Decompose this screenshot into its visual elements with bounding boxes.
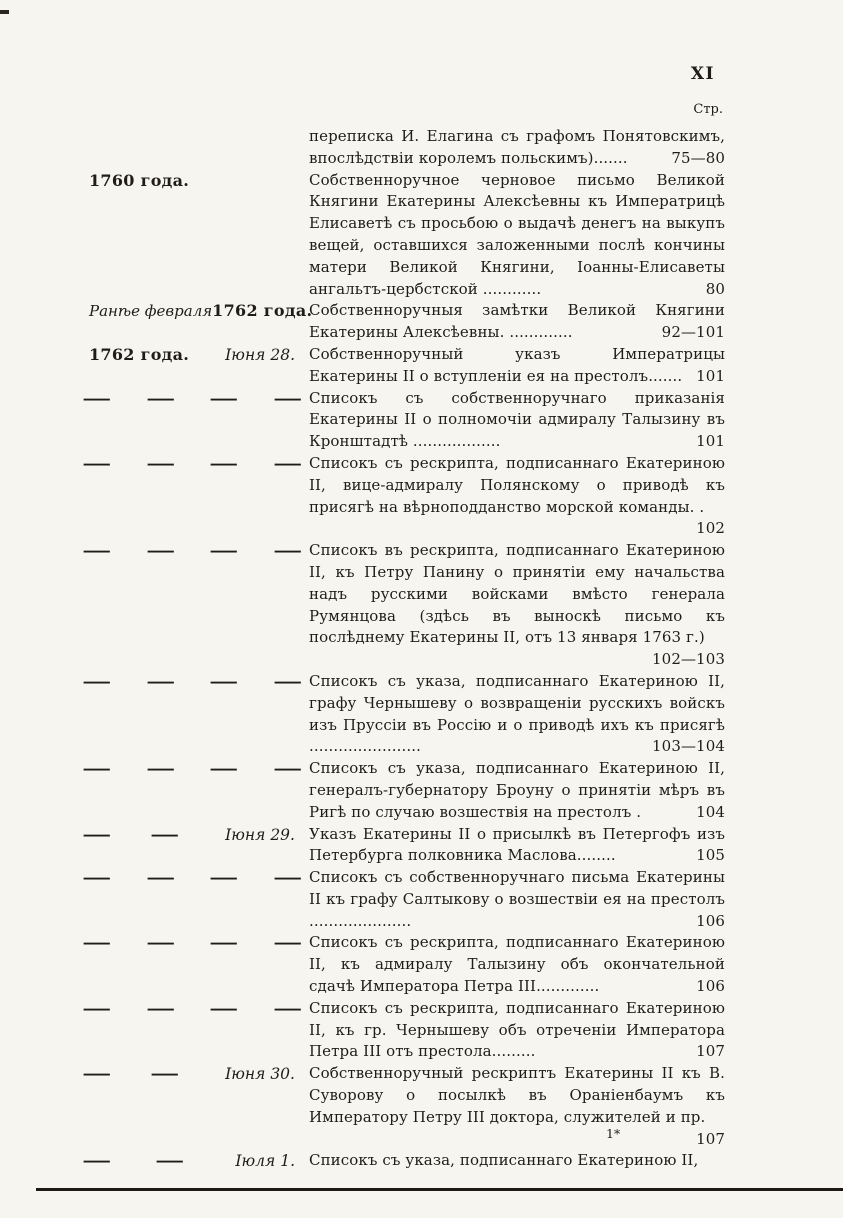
entry-page-numbers: 104: [696, 802, 725, 821]
entry-date: [82, 932, 309, 954]
date-ditto-dash: —: [82, 868, 112, 888]
date-day: Іюня 29.: [225, 825, 295, 844]
date-ditto-dash: —: [145, 453, 175, 473]
entry-description: [309, 998, 725, 1063]
toc-entry: [82, 671, 725, 758]
entry-description: [309, 1150, 725, 1172]
entry-page-numbers: 103—104: [652, 737, 725, 756]
date-ditto-dash: —: [209, 759, 239, 779]
scan-artifact-speck: [0, 10, 9, 14]
entry-description: [309, 1063, 725, 1150]
entry-text: Собственноручныя замѣтки Великой Княгини Екатерины Алексѣевны. .............: [309, 301, 725, 342]
toc-entry: [82, 867, 725, 932]
date-ditto-dash: —: [82, 453, 112, 473]
entry-page-numbers: 105: [696, 846, 725, 865]
entry-date: [82, 453, 309, 475]
date-ditto-dash: —: [145, 868, 175, 888]
date-ditto-dash: —: [272, 933, 302, 953]
entry-page-numbers: 101: [696, 432, 725, 451]
entry-page-numbers: 101: [696, 366, 725, 385]
date-prefix: Ранѣе февраля: [89, 302, 213, 321]
entry-text: Списокъ съ рескрипта, подписаннаго Екатериною II, къ адмиралу Талызину объ окончательной сдачѣ Императора Петра III.............: [309, 933, 725, 996]
entry-page-numbers: 92—101: [661, 323, 725, 342]
date-ditto-dash: —: [145, 541, 175, 561]
date-ditto-dash: —: [272, 541, 302, 561]
date-ditto-dash: —: [82, 388, 112, 408]
date-ditto-dash: —: [82, 998, 112, 1018]
date-ditto-dash: —: [209, 998, 239, 1018]
entry-description: [309, 540, 725, 671]
entry-text: Списокъ въ рескрипта, подписаннаго Екатериною II, къ Петру Панину о принятіи ему начальства надъ русскими войсками вмѣсто генерала Румянцова (здѣсь въ выноскѣ письмо къ послѣднему Екатерины II, отъ 13 января 1763 г.): [309, 541, 725, 647]
date-ditto-dash: —: [272, 388, 302, 408]
entry-date: [85, 170, 309, 192]
date-ditto-dash: —: [209, 933, 239, 953]
entry-description: [309, 170, 725, 301]
date-ditto-dash: —: [145, 388, 175, 408]
entry-text: Списокъ съ собственноручнаго приказанія Екатерины II о полномочіи адмиралу Талызину въ Кронштадтѣ ..................: [309, 388, 725, 451]
date-ditto-dash: —: [82, 541, 112, 561]
entry-description: [309, 344, 725, 388]
entry-description: [309, 300, 725, 344]
entry-page-numbers: 75—80: [671, 148, 725, 167]
toc-entry: [82, 998, 725, 1063]
entry-description: [309, 671, 725, 758]
entry-description: [309, 126, 725, 170]
date-ditto-dash: —: [82, 759, 112, 779]
entry-text: Списокъ съ рескрипта, подписаннаго Екатериною II, вице-адмиралу Полянскому о приводѣ къ присягѣ на вѣрноподданство морской команды. .: [309, 453, 725, 516]
pages-column-header: Стр.: [693, 102, 723, 117]
entry-page-numbers: 80: [705, 279, 725, 298]
entry-page-numbers: 106: [696, 911, 725, 930]
date-ditto-dash: —: [82, 1151, 112, 1171]
date-ditto-dash: —: [82, 671, 112, 691]
date-year: 1762 года.: [89, 344, 190, 364]
entry-text: Списокъ съ рескрипта, подписаннаго Екатериною II, къ гр. Чернышеву объ отреченіи Императора Петра III отъ престола.........: [309, 998, 725, 1061]
entry-description: [309, 932, 725, 997]
toc-entry: [82, 932, 725, 997]
entry-description: [309, 453, 725, 540]
date-ditto-dash: —: [150, 1064, 180, 1084]
date-ditto-dash: —: [145, 759, 175, 779]
entry-page-numbers: 107: [696, 1129, 725, 1148]
toc-entry: [85, 300, 725, 344]
entry-date: [82, 867, 309, 889]
toc-entry: [82, 1150, 725, 1173]
entry-description: [309, 388, 725, 453]
entry-text: Собственноручное черновое письмо Великой Княгини Екатерины Алексѣевны къ Императрицѣ Елисаветѣ съ просьбою о выдачѣ денегъ на выкупъ вещей, оставшихся заложенными послѣ кончины матери Великой Княгини, Іоанны-Елисаветы ангальтъ-цербстской ............: [309, 170, 725, 298]
toc-entry: [82, 388, 725, 453]
toc-entry: [82, 453, 725, 540]
date-ditto-dash: —: [145, 998, 175, 1018]
toc-entry: [85, 170, 725, 301]
date-ditto-dash: —: [272, 998, 302, 1018]
entries-list: [82, 126, 725, 1173]
signature-mark: 1*: [606, 1126, 621, 1141]
date-year: 1762 года.: [212, 301, 313, 321]
entry-text: Указъ Екатерины II о присылкѣ въ Петергофъ изъ Петербурга полковника Маслова........: [309, 824, 725, 865]
entry-text: Собственноручный указъ Императрицы Екатерины II о вступленіи ея на престолъ.......: [309, 344, 725, 385]
date-ditto-dash: —: [209, 453, 239, 473]
toc-entry: [82, 758, 725, 823]
entry-text: Списокъ съ указа, подписаннаго Екатериною II, графу Чернышеву о возвращеніи русскихъ войскъ изъ Пруссіи въ Россію и о приводѣ ихъ къ присягѣ .......................: [309, 671, 725, 756]
entry-text: Списокъ съ указа, подписаннаго Екатериною II,: [309, 1151, 699, 1170]
entry-date: [82, 388, 309, 410]
date-ditto-dash: —: [82, 933, 112, 953]
entry-page-numbers: 107: [696, 1042, 725, 1061]
entry-description: [309, 824, 725, 868]
date-ditto-dash: —: [82, 824, 112, 844]
entry-page-numbers: 102: [696, 519, 725, 538]
date-ditto-dash: —: [209, 388, 239, 408]
date-day: Іюня 28.: [225, 345, 295, 364]
date-ditto-dash: —: [272, 671, 302, 691]
date-ditto-dash: —: [209, 868, 239, 888]
toc-entry: [82, 1063, 725, 1150]
date-ditto-dash: —: [82, 1064, 112, 1084]
date-ditto-dash: —: [150, 824, 180, 844]
entry-date: [82, 540, 309, 562]
entry-page-numbers: 106: [696, 977, 725, 996]
date-ditto-dash: —: [272, 868, 302, 888]
entry-text: Списокъ съ собственноручнаго письма Екатерины II къ графу Салтыкову о возшествіи ея на престолъ .....................: [309, 868, 725, 930]
page-number-folio: XI: [690, 64, 715, 84]
entry-date: [82, 824, 309, 847]
entry-description: [309, 758, 725, 823]
entry-date: [82, 1150, 309, 1173]
date-ditto-dash: —: [209, 541, 239, 561]
entry-page-numbers: 102—103: [652, 650, 725, 669]
entry-date: [82, 1063, 309, 1086]
date-ditto-dash: —: [272, 759, 302, 779]
scan-edge-line: [36, 1188, 843, 1191]
date-year: 1760 года.: [89, 170, 190, 190]
entry-date: [82, 671, 309, 693]
date-ditto-dash: —: [272, 453, 302, 473]
date-day: Іюня 30.: [225, 1065, 295, 1084]
entry-text: Собственноручный рескриптъ Екатерины II къ В. Суворову о посылкѣ въ Ораніенбаумъ къ Императору Петру III доктора, служителей и пр.: [309, 1064, 725, 1126]
toc-entry: [82, 540, 725, 671]
entry-description: [309, 867, 725, 932]
date-day: Іюля 1.: [235, 1152, 295, 1171]
date-ditto-dash: —: [155, 1151, 185, 1171]
toc-entry: [85, 344, 725, 388]
entry-date: [82, 998, 309, 1020]
entry-text: Списокъ съ указа, подписаннаго Екатериною II, генералъ-губернатору Броуну о принятіи мѣръ въ Ригѣ по случаю возшествія на престолъ .: [309, 759, 725, 821]
entry-date: [85, 344, 309, 367]
toc-entry: [82, 824, 725, 868]
toc-entry: [85, 126, 725, 170]
entry-date: [85, 300, 313, 323]
entry-text: переписка И. Елагина съ графомъ Понятовскимъ, впослѣдствіи королемъ польскимъ).......: [309, 127, 725, 167]
entry-date: [82, 758, 309, 780]
date-ditto-dash: —: [145, 933, 175, 953]
date-ditto-dash: —: [145, 671, 175, 691]
date-ditto-dash: —: [209, 671, 239, 691]
